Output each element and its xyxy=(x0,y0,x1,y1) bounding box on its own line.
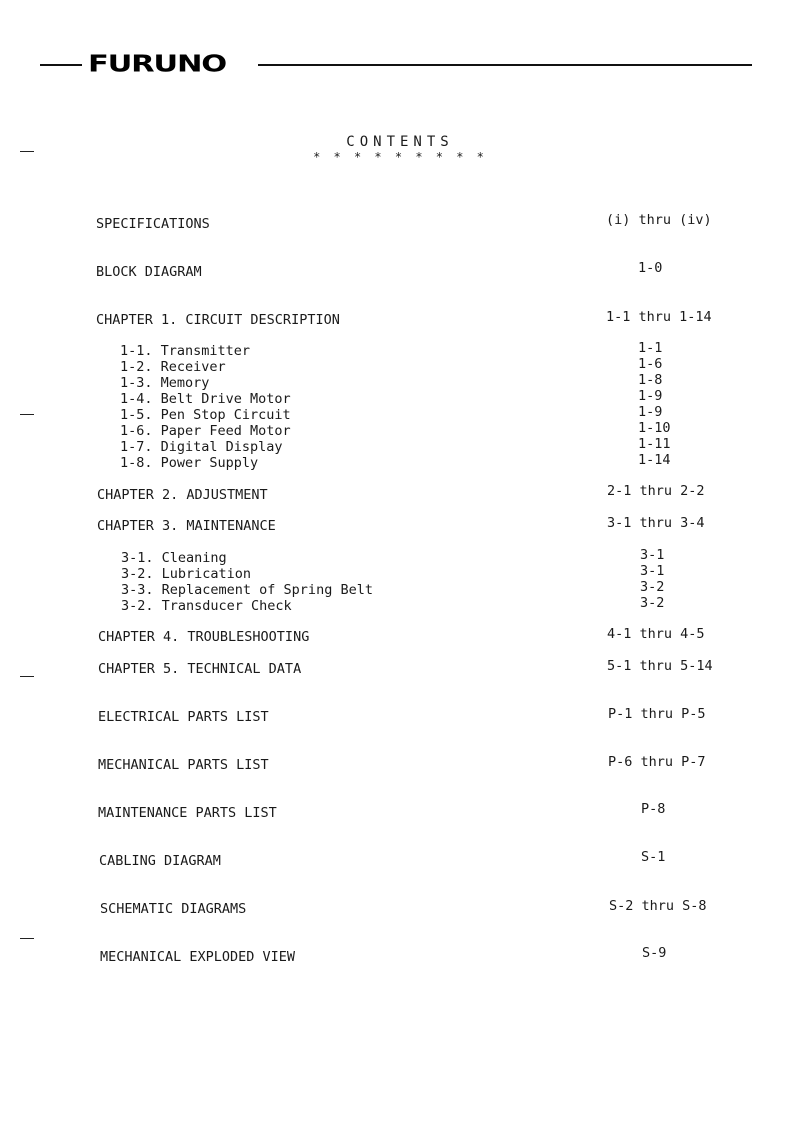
toc-entry-maintenance-parts: MAINTENANCE PARTS LIST xyxy=(98,805,277,821)
chapter-1-subsection-pages xyxy=(638,340,671,468)
title-stars: * * * * * * * * * xyxy=(313,150,487,164)
chapter-3-subsection-pages xyxy=(640,547,664,611)
list-item: 3-3. Replacement of Spring Belt xyxy=(121,582,373,598)
list-item-page: 1-6 xyxy=(638,356,663,372)
list-item: 1-5. Pen Stop Circuit xyxy=(120,407,291,423)
list-item-page: 3-1 xyxy=(640,547,665,563)
list-item-page: 3-2 xyxy=(640,595,665,611)
header-rule-right xyxy=(258,64,752,66)
list-item-page: 3-2 xyxy=(640,579,665,595)
toc-entry-chapter-5: CHAPTER 5. TECHNICAL DATA xyxy=(98,661,302,677)
toc-pages-chapter-3: 3-1 thru 3-4 xyxy=(607,515,705,531)
list-item-page: 1-14 xyxy=(638,452,671,468)
list-item-page: 1-8 xyxy=(638,372,663,388)
margin-mark xyxy=(20,414,34,415)
list-item: 1-6. Paper Feed Motor xyxy=(120,423,291,439)
list-item: 3-2. Transducer Check xyxy=(121,598,292,614)
list-item-page: 1-9 xyxy=(638,404,663,420)
toc-pages-mechanical-exploded-view: S-9 xyxy=(642,945,667,961)
toc-entry-electrical-parts: ELECTRICAL PARTS LIST xyxy=(98,709,269,725)
list-item: 1-8. Power Supply xyxy=(120,455,259,471)
list-item-page: 1-11 xyxy=(638,436,671,452)
list-item: 3-1. Cleaning xyxy=(121,550,227,566)
list-item: 1-4. Belt Drive Motor xyxy=(120,391,291,407)
chapter-1-subsections xyxy=(120,343,291,471)
list-item: 1-2. Receiver xyxy=(120,359,226,375)
list-item: 1-7. Digital Display xyxy=(120,439,283,455)
toc-entry-mechanical-exploded-view: MECHANICAL EXPLODED VIEW xyxy=(100,949,296,965)
toc-pages-specifications: (i) thru (iv) xyxy=(606,212,712,228)
header-rule-left xyxy=(40,64,82,66)
toc-pages-chapter-4: 4-1 thru 4-5 xyxy=(607,626,705,642)
toc-pages-electrical-parts: P-1 thru P-5 xyxy=(608,706,706,722)
page-title: CONTENTS xyxy=(346,134,454,150)
toc-entry-chapter-2: CHAPTER 2. ADJUSTMENT xyxy=(97,487,268,503)
margin-mark xyxy=(20,938,34,939)
margin-mark xyxy=(20,151,34,152)
toc-pages-chapter-2: 2-1 thru 2-2 xyxy=(607,483,705,499)
toc-entry-chapter-4: CHAPTER 4. TROUBLESHOOTING xyxy=(98,629,310,645)
list-item-page: 3-1 xyxy=(640,563,665,579)
list-item: 1-3. Memory xyxy=(120,375,210,391)
toc-pages-schematic-diagrams: S-2 thru S-8 xyxy=(609,898,707,914)
list-item: 3-2. Lubrication xyxy=(121,566,252,582)
toc-entry-chapter-1: CHAPTER 1. CIRCUIT DESCRIPTION xyxy=(96,312,340,328)
toc-entry-mechanical-parts: MECHANICAL PARTS LIST xyxy=(98,757,269,773)
toc-entry-block-diagram: BLOCK DIAGRAM xyxy=(96,264,202,280)
toc-pages-mechanical-parts: P-6 thru P-7 xyxy=(608,754,706,770)
list-item: 1-1. Transmitter xyxy=(120,343,251,359)
toc-entry-cabling-diagram: CABLING DIAGRAM xyxy=(99,853,221,869)
toc-pages-maintenance-parts: P-8 xyxy=(641,801,666,817)
toc-entry-chapter-3: CHAPTER 3. MAINTENANCE xyxy=(97,518,276,534)
toc-pages-chapter-1: 1-1 thru 1-14 xyxy=(606,309,712,325)
margin-mark xyxy=(20,676,34,677)
chapter-3-subsections xyxy=(121,550,373,614)
list-item-page: 1-1 xyxy=(638,340,663,356)
toc-pages-cabling-diagram: S-1 xyxy=(641,849,666,865)
toc-entry-schematic-diagrams: SCHEMATIC DIAGRAMS xyxy=(100,901,247,917)
toc-pages-chapter-5: 5-1 thru 5-14 xyxy=(607,658,713,674)
list-item-page: 1-9 xyxy=(638,388,663,404)
toc-entry-specifications: SPECIFICATIONS xyxy=(96,216,210,232)
list-item-page: 1-10 xyxy=(638,420,671,436)
furuno-logo: FURUNO xyxy=(88,50,226,77)
toc-pages-block-diagram: 1-0 xyxy=(638,260,663,276)
